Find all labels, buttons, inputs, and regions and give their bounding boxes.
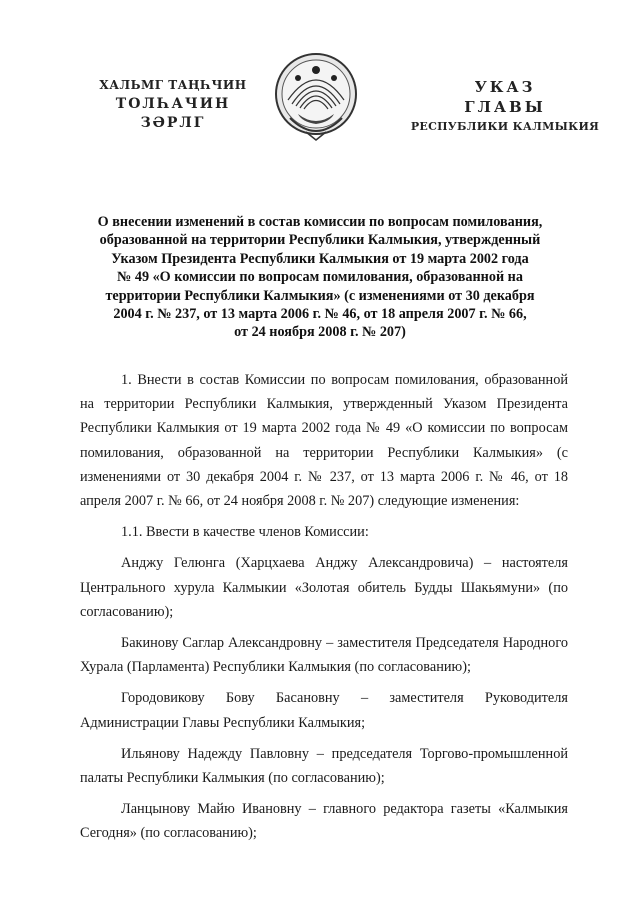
header-right-russian <box>390 77 620 137</box>
document-title <box>60 213 580 342</box>
member-item: Ланцынову Майю Ивановну – главного редактора газеты «Калмыкия Сегодня» (по согласованию); <box>80 801 568 842</box>
document-body <box>80 368 568 853</box>
paragraph-1-1: 1.1. Ввести в качестве членов Комиссии: <box>121 524 369 541</box>
header-left-line2: ТОЛҺАЧИН <box>115 96 231 112</box>
member-item: Бакинову Саглар Александровну – заместителя Председателя Народного Хурала (Парламента) Республики Калмыкия (по согласованию); <box>80 635 568 676</box>
header-left-kalmyk <box>78 76 268 133</box>
paragraph-1: 1. Внести в состав Комиссии по вопросам помилования, образованной на территории Республики Калмыкия, утвержденный Указом Президента Республики Калмыкия от 19 марта 2002 года № 49 «О комиссии по вопросам помилования, образованной на территории Республики Калмыкия» (с изменениями от 30 декабря 2004 г. № 237, от 13 марта 2006 г. № 46, от 18 апреля 2007 г. № 66, от 24 ноября 2008 г. № 207) следующие изменения: <box>80 372 568 510</box>
header-left-line1: ХАЛЬМГ ТАҢҺЧИН <box>99 78 247 92</box>
document-header <box>0 0 640 200</box>
member-item: Ильянову Надежду Павловну – председателя Торгово-промышленной палаты Республики Калмыкия (по согласованию); <box>80 745 568 787</box>
header-right-line2: ГЛАВЫ <box>464 98 546 116</box>
title-line: Указом Президента Республики Калмыкия от 19 марта 2002 года <box>111 250 529 267</box>
title-line: 2004 г. № 237, от 13 марта 2006 г. № 46, от 18 апреля 2007 г. № 66, <box>113 306 527 323</box>
title-line: территории Республики Калмыкия» (с изменениями от 30 декабря <box>105 287 535 304</box>
kalmykia-coat-of-arms-icon <box>268 48 364 144</box>
member-item: Анджу Гелюнга (Харцхаева Анджу Александровича) – настоятеля Центрального хурула Калмыкии «Золотая обитель Будды Шакьямуни» (по согласованию); <box>80 555 568 620</box>
header-right-line1: УКАЗ <box>474 78 536 96</box>
title-line: О внесении изменений в состав комиссии по вопросам помилования, <box>97 214 543 230</box>
title-line: образованной на территории Республики Калмыкия, утвержденный <box>99 232 541 249</box>
title-line: № 49 «О комиссии по вопросам помилования, образованной на <box>117 269 523 286</box>
title-line: от 24 ноября 2008 г. № 207) <box>234 324 406 341</box>
header-right-line3: РЕСПУБЛИКИ КАЛМЫКИЯ <box>410 120 600 133</box>
member-item: Городовикову Бову Басановну – заместителя Руководителя Администрации Главы Республики Калмыкия; <box>80 690 568 731</box>
header-left-line3: ЗӘРЛГ <box>140 115 206 131</box>
